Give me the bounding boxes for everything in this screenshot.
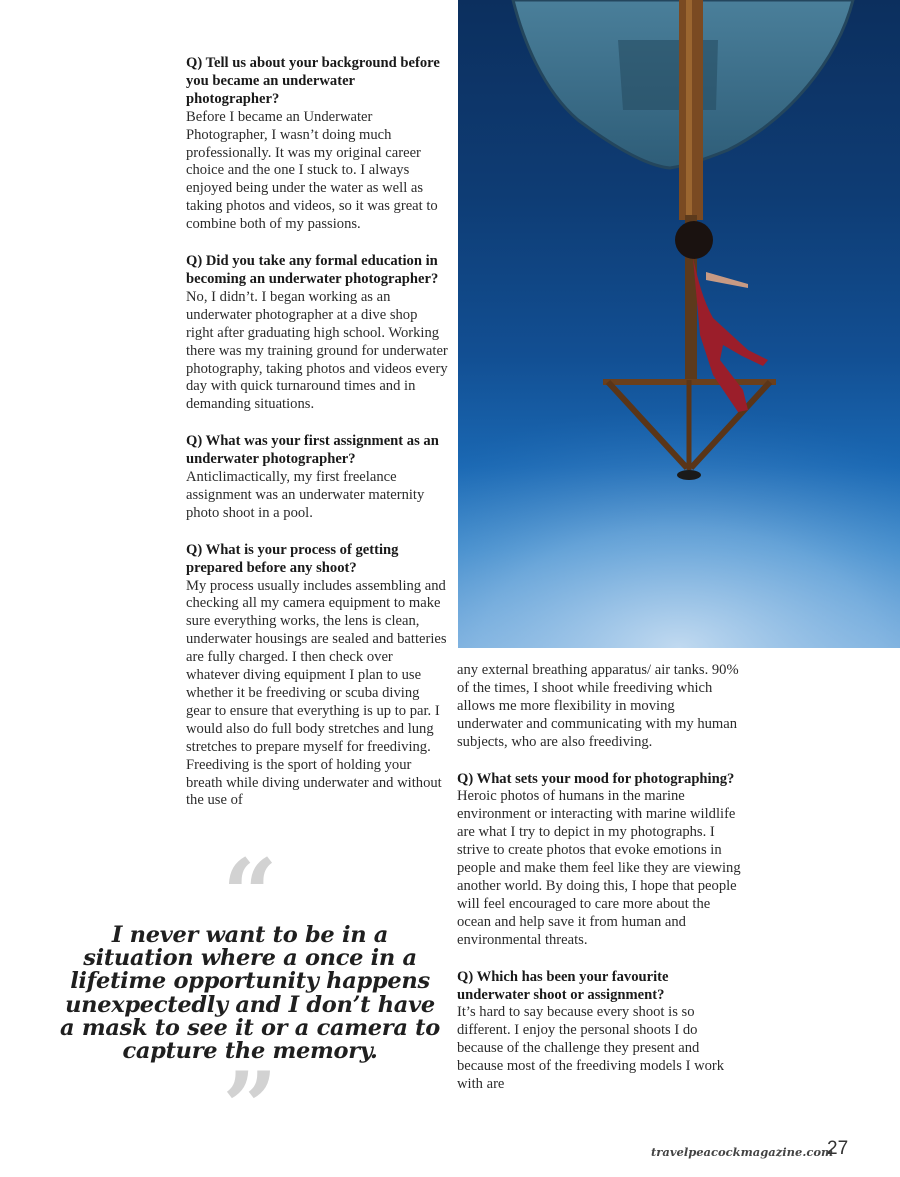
close-quote-icon: ” [222,1051,278,1165]
answer: Heroic photos of humans in the marine environment or interacting with marine wildlife are what I try to depict in my photographs. I strive to create photos that evoke emotions in people and make them feel like they are viewing another world. By doing this, I hope that people will feel encouraged to care more about the ocean and help save it from human and environmental threats. [457,788,741,948]
answer: Anticlimactically, my first freelance assignment was an underwater maternity photo shoot in a pool. [186,469,425,521]
qa-item [186,253,448,414]
answer: My process usually includes assembling and checking all my camera equipment to make sure everything works, the lens is clean, underwater housings are sealed and batteries are fully charged. I then check over whatever diving equipment I plan to use whether it be freediving or scuba diving gear to ensure that everything is up to par. I would also do full body stretches and lung stretches to prepare myself for freediving. Freediving is the sport of holding your breath while diving underwater and without the use of [186,577,447,809]
photo-illustration [458,0,900,648]
qa-item [457,969,742,1094]
qa-item [186,433,448,523]
frame-base [677,470,701,480]
question: Q) Did you take any formal education in becoming an underwater photographer? [186,253,439,287]
pole-highlight [686,0,692,220]
question: Q) Tell us about your background before you became an underwater photographer? [186,55,440,107]
diver-arm [706,272,748,288]
question: Q) What sets your mood for photographing? [457,770,735,787]
page-number: 27 [827,1138,849,1159]
diver-hair [675,221,713,259]
right-column [457,662,742,1113]
underwater-photo [458,0,900,648]
answer: No, I didn’t. I began working as an underwater photographer at a dive shop right after graduating high school. Working there was my training ground for underwater photography, taking photos and videos every day with quick turnaround times and in demanding situations. [186,288,448,413]
answer: Before I became an Underwater Photographer, I wasn’t doing much professionally. It was my original career choice and the one I stuck to. I always enjoyed being under the water as well as taking photos and videos, so it was great to combine both of my passions. [186,108,438,233]
sea-floor [458,380,900,648]
pull-quote [60,838,440,1165]
left-column [186,55,448,829]
question: Q) What was your first assignment as an underwater photographer? [186,433,439,468]
continued-answer [457,662,742,752]
qa-item [186,542,448,811]
pull-quote-text: I never want to be in a situation where a once in a lifetime opportunity happens unexpectedly and I don’t have a mask to see it or a camera to capture the memory. [60,922,440,1065]
question: Q) What is your process of getting prepared before any shoot? [186,541,399,576]
question: Q) Which has been your favourite underwater shoot or assignment? [457,968,669,1003]
answer-continuation: any external breathing apparatus/ air tanks. 90% of the times, I shoot while freediving which allows me more flexibility in moving underwater and communicating with my human subjects, who are also freediving. [457,662,739,750]
open-quote-icon: “ [222,838,278,951]
answer: It’s hard to say because every shoot is so different. I enjoy the personal shoots I do because of the challenge they present and because most of the freediving models I work with are [457,1004,725,1093]
qa-item [457,771,742,950]
footer-website: travelpeacockmagazine.com [651,1145,834,1159]
qa-item [186,55,448,234]
